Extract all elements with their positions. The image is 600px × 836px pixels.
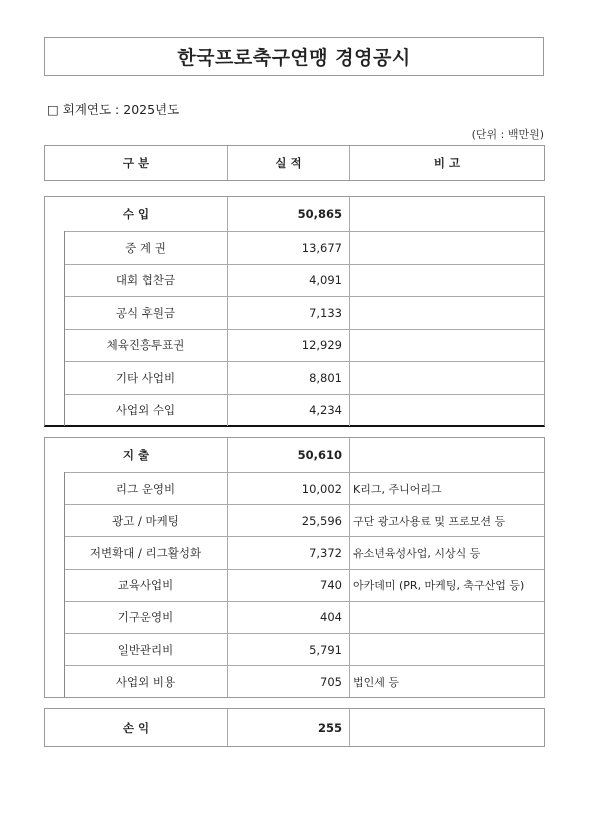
item-label: 리그 운영비 <box>64 473 228 504</box>
expense-total: 50,610 <box>228 438 350 472</box>
header-category: 구 분 <box>45 146 228 180</box>
item-note <box>350 362 544 394</box>
item-note <box>350 297 544 329</box>
item-note <box>350 330 544 362</box>
item-label: 대회 협찬금 <box>64 265 228 297</box>
page-title: 한국프로축구연맹 경영공시 <box>44 37 544 76</box>
item-note <box>350 265 544 297</box>
item-value: 7,372 <box>228 537 350 568</box>
profit-row <box>45 709 544 746</box>
profit-label: 손 익 <box>45 709 228 746</box>
expense-item-row <box>64 504 544 536</box>
item-label: 체육진흥투표권 <box>64 330 228 362</box>
expense-item-row <box>64 601 544 633</box>
item-note <box>350 232 544 264</box>
income-table <box>44 196 545 427</box>
income-total-row <box>45 197 544 231</box>
income-item-row <box>64 329 544 362</box>
item-value: 25,596 <box>228 505 350 536</box>
indent-line <box>64 472 65 697</box>
item-value: 5,791 <box>228 634 350 665</box>
income-item-row <box>64 296 544 329</box>
income-item-row <box>64 361 544 394</box>
expense-item-row <box>64 472 544 504</box>
expense-item-row <box>64 633 544 665</box>
item-label: 광고 / 마케팅 <box>64 505 228 536</box>
item-label: 중 계 권 <box>64 232 228 264</box>
header-note: 비 고 <box>433 156 461 170</box>
item-value: 7,133 <box>228 297 350 329</box>
item-value: 4,234 <box>228 395 350 427</box>
item-value: 12,929 <box>228 330 350 362</box>
item-note: 구단 광고사용료 및 프로모션 등 <box>353 514 506 528</box>
header-table <box>44 145 545 181</box>
item-label: 기타 사업비 <box>64 362 228 394</box>
item-value: 404 <box>228 602 350 633</box>
income-item-row <box>64 264 544 297</box>
income-item-row <box>64 394 544 427</box>
expense-item-row <box>64 569 544 601</box>
item-note: K리그, 주니어리그 <box>353 482 442 496</box>
item-label: 사업외 비용 <box>64 666 228 697</box>
indent-line <box>64 231 65 426</box>
fiscal-year: □ 회계연도 : 2025년도 <box>47 102 180 117</box>
item-label: 사업외 수입 <box>64 395 228 427</box>
income-label: 수 입 <box>45 197 228 231</box>
expense-note <box>350 438 544 472</box>
expense-item-row <box>64 665 544 697</box>
item-label: 교육사업비 <box>64 570 228 601</box>
income-total: 50,865 <box>228 197 350 231</box>
item-note: 아카데미 (PR, 마케팅, 축구산업 등) <box>353 579 525 593</box>
expense-label: 지 출 <box>45 438 228 472</box>
item-note: 유소년육성사업, 시상식 등 <box>353 546 481 560</box>
header-amount: 실 적 <box>228 146 350 180</box>
income-note <box>350 197 544 231</box>
profit-note <box>350 709 544 746</box>
item-note <box>350 395 544 427</box>
item-label: 일반관리비 <box>64 634 228 665</box>
profit-value: 255 <box>228 709 350 746</box>
item-value: 10,002 <box>228 473 350 504</box>
profit-table <box>44 708 545 747</box>
unit-label: (단위 : 백만원) <box>471 128 544 141</box>
item-label: 공식 후원금 <box>64 297 228 329</box>
item-note <box>350 602 544 633</box>
item-note: 법인세 등 <box>353 675 400 689</box>
item-label: 저변확대 / 리그활성화 <box>64 537 228 568</box>
item-value: 13,677 <box>228 232 350 264</box>
expense-total-row <box>45 438 544 472</box>
expense-item-row <box>64 536 544 568</box>
item-label: 기구운영비 <box>64 602 228 633</box>
expense-table <box>44 437 545 698</box>
income-item-row <box>64 231 544 264</box>
item-value: 740 <box>228 570 350 601</box>
item-value: 8,801 <box>228 362 350 394</box>
item-note <box>350 634 544 665</box>
item-value: 4,091 <box>228 265 350 297</box>
item-value: 705 <box>228 666 350 697</box>
